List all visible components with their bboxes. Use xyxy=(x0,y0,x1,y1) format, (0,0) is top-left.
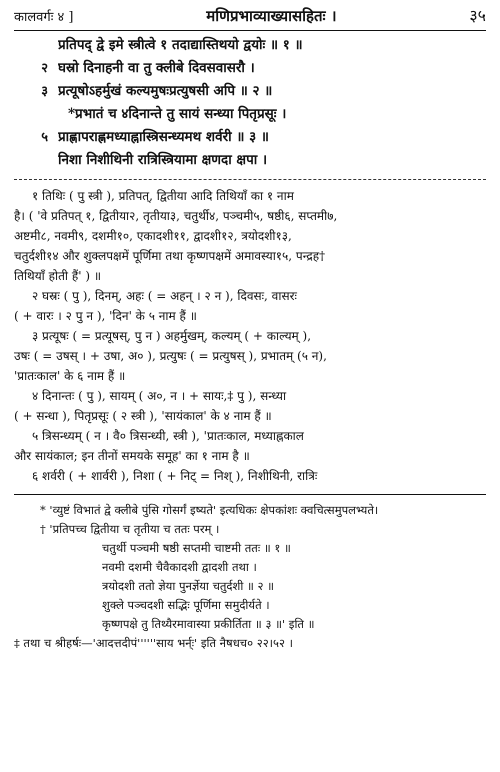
verse-block xyxy=(14,35,486,180)
verse-line xyxy=(14,104,486,127)
footnote-line: * 'व्युष्टं विभातं द्वे क्लीबे पुंसि गोसर्गं इष्यते' इत्यधिकः क्षेपकांशः क्वचित्समुपलभ्यते। xyxy=(40,503,379,517)
verse-text: निशा निशीथिनी रात्रिस्त्रियामा क्षणदा क्षपा । xyxy=(58,152,268,168)
verse-number: ५ xyxy=(41,130,48,145)
commentary-line: तिथियाँ होती हैं' ) ॥ xyxy=(14,269,102,283)
commentary-line: अष्टमी८, नवमी९, दशमी१०, एकादशी११, द्वादशी१२, त्रयोदशी१३, xyxy=(14,229,292,243)
commentary-line: है। ( 'वे प्रतिपत् १, द्वितीया२, तृतीया३, चतुर्थी४, पञ्चमी५, षष्ठी६, सप्तमी७, xyxy=(14,209,338,223)
verse-number: ३ xyxy=(41,84,48,99)
verse-line xyxy=(14,127,486,150)
page-number: ३५ xyxy=(469,6,486,25)
commentary-line: और सायंकाल; इन तीनों समयके समूह' का १ नाम है ॥ xyxy=(14,449,250,463)
book-title: मणिप्रभाव्याख्यासहितः । xyxy=(206,7,337,25)
verse-line xyxy=(14,150,486,173)
verse-line xyxy=(14,58,486,81)
verse-text: *प्रभातं च ४दिनान्ते तु सायं सन्ध्या पितृप्रसूः । xyxy=(68,106,287,122)
commentary-line: उषः ( = उषस् । + उषा, अ० ), प्रत्युषः ( = प्रत्युषस् ), प्रभातम् (५ न), xyxy=(14,349,327,363)
section-label: कालवर्गः ४ ] xyxy=(14,10,74,25)
commentary-block xyxy=(14,186,486,495)
verse-number: २ xyxy=(41,61,48,76)
commentary-line: ६ शर्वरी ( + शार्वरी ), निशा ( + निट् = निश् ), निशीथिनी, रात्रिः xyxy=(32,469,318,483)
footnote-line: नवमी दशमी चैवैकादशी द्वादशी तथा । xyxy=(102,560,257,574)
commentary-line: चतुर्दशी१४ और शुक्लपक्षमें पूर्णिमा तथा कृष्णपक्षमें अमावस्या१५, पन्द्रह† xyxy=(14,249,326,263)
commentary-line: ( + सन्धा ), पितृप्रसूः ( २ स्त्री ), 'सायंकाल' के ४ नाम हैं ॥ xyxy=(14,409,272,423)
footnote-line: शुक्ले पञ्चदशी सद्भिः पूर्णिमा समुदीर्यते । xyxy=(102,598,270,612)
verse-line xyxy=(14,35,486,58)
verse-text: प्रत्यूषोऽहर्मुखं कल्यमुषःप्रत्युषसी अपि ॥ २ ॥ xyxy=(58,83,273,99)
verse-text: प्राह्णापराह्णमध्याह्नास्त्रिसन्ध्यमथ शर्वरी ॥ ३ ॥ xyxy=(58,129,269,145)
verse-line xyxy=(14,81,486,104)
commentary-line: ५ त्रिसन्ध्यम् ( न । वै० त्रिसन्ध्यी, स्त्री ), 'प्रातःकाल, मध्याह्नकाल xyxy=(32,429,304,443)
commentary-line: १ तिथिः ( पु स्त्री ), प्रतिपत्, द्वितीया आदि तिथियाँ का १ नाम xyxy=(32,189,294,203)
commentary-line: २ घस्रः ( पु ), दिनम्, अहः ( = अहन् । २ न ), दिवसः, वासरः xyxy=(32,289,297,303)
footnote-line: † 'प्रतिपच्च द्वितीया च तृतीया च ततः परम् । xyxy=(40,522,220,536)
commentary-line: ३ प्रत्यूषः ( = प्रत्यूषस्, पु न ) अहर्मुखम्, कल्यम् ( + काल्यम् ), xyxy=(32,329,312,343)
commentary-line: ४ दिनान्तः ( पु ), सायम् ( अ०, न । + सायः,‡ पु ), सन्ध्या xyxy=(32,389,287,403)
footnote-line: कृष्णपक्षे तु तिथ्यैरमावास्या प्रकीर्तिता ॥ ३ ॥' इति ॥ xyxy=(102,617,315,631)
footnotes xyxy=(14,501,486,653)
running-header xyxy=(14,4,486,31)
commentary-line: 'प्रातःकाल' के ६ नाम हैं ॥ xyxy=(14,369,126,383)
commentary-line: ( + वारः । २ पु न ), 'दिन' के ५ नाम हैं ॥ xyxy=(14,309,197,323)
footnote-line: ‡ तथा च श्रीहर्षः—'आदत्तदीपं''''''साय भर्न्ः' इति नैषधच० २२।५२ । xyxy=(14,636,294,650)
footnote-line: चतुर्थी पञ्चमी षष्ठी सप्तमी चाष्टमी ततः ॥ १ ॥ xyxy=(102,541,291,555)
verse-text: प्रतिपद् द्वे इमे स्त्रीत्वे १ तदाद्यास्तिथयो द्वयोः ॥ १ ॥ xyxy=(58,37,303,53)
verse-text: घस्रो दिनाहनी वा तु क्लीबे दिवसवासरौ । xyxy=(58,60,255,76)
footnote-line: त्रयोदशी ततो ज्ञेया पुनर्ज्ञेया चतुर्दशी ॥ २ ॥ xyxy=(102,579,275,593)
